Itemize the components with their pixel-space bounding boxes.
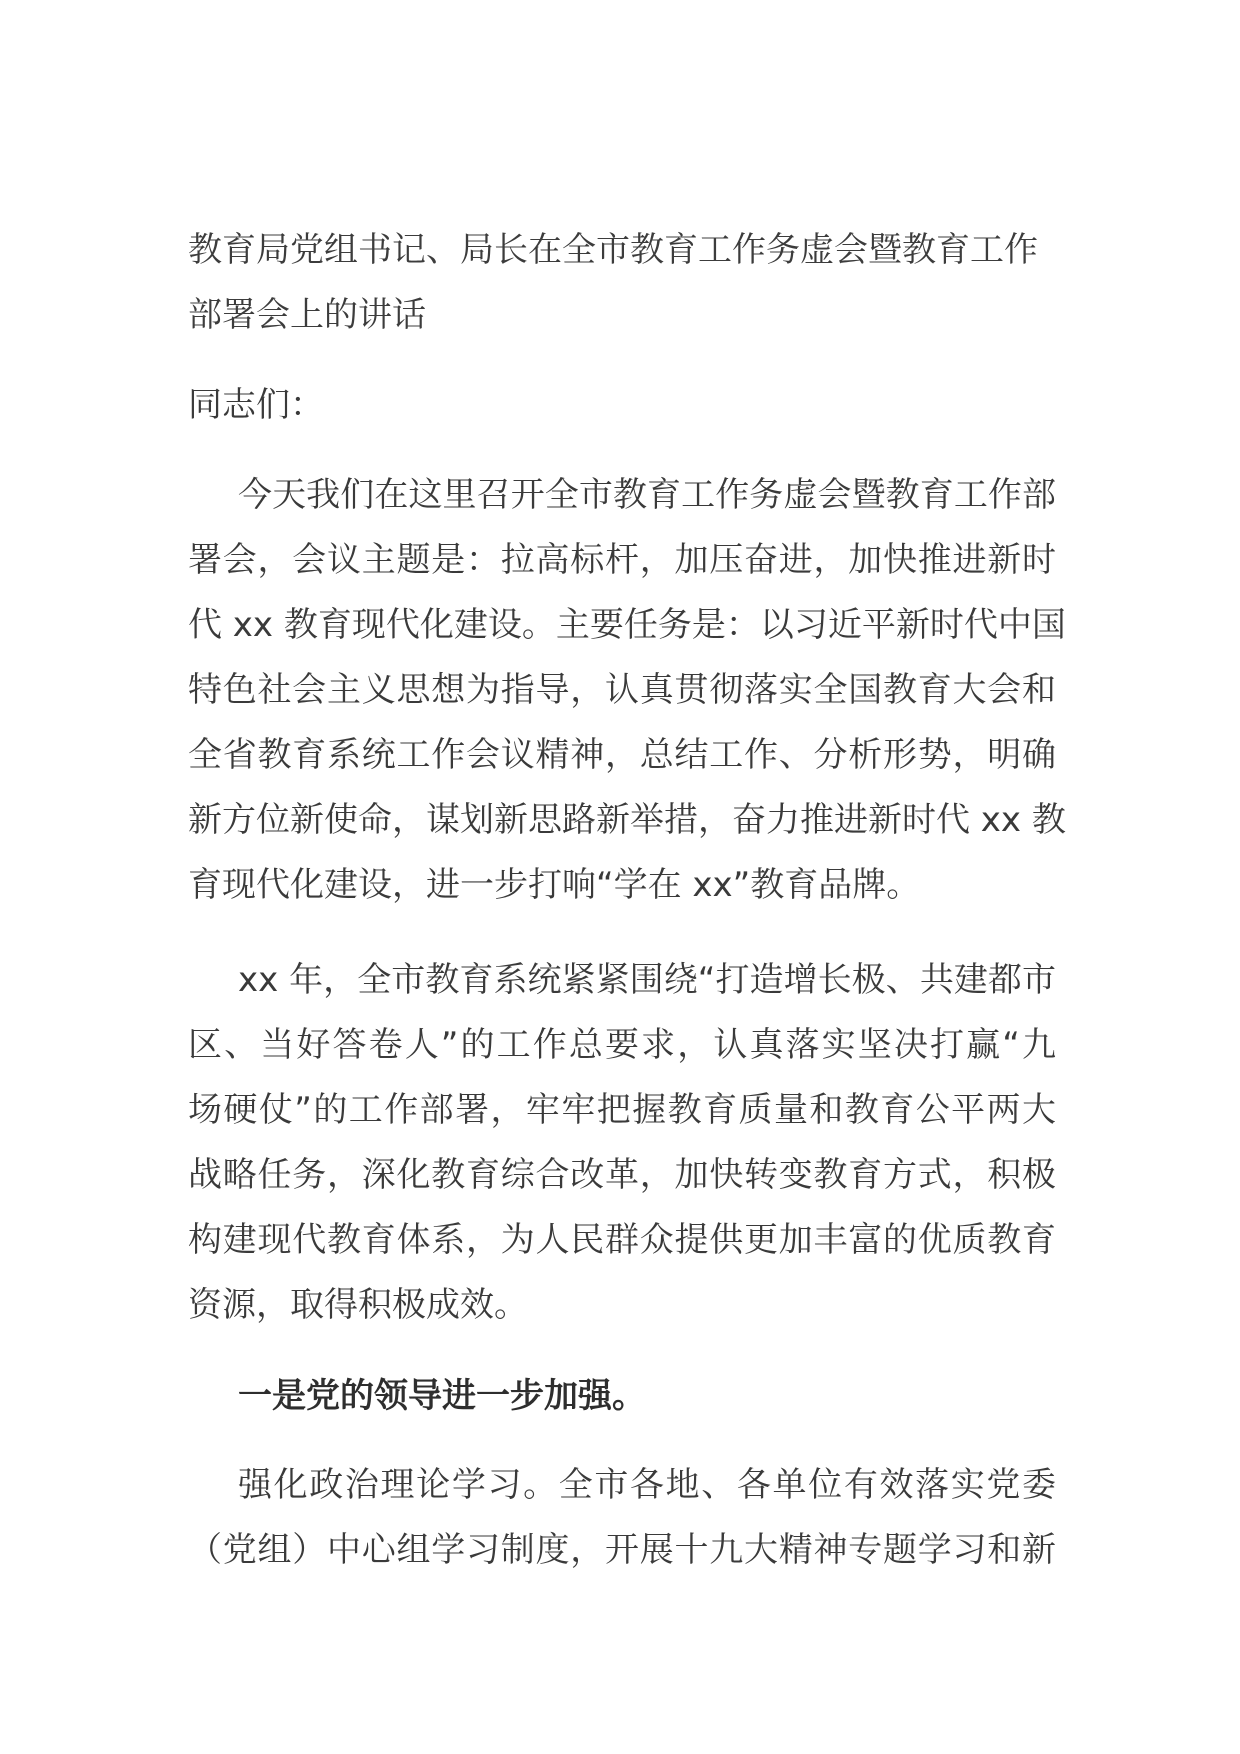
paragraph-line: 构建现代教育体系，为人民群众提供更加丰富的优质教育 xyxy=(188,1220,1056,1260)
paragraph-line: xx 年，全市教育系统紧紧围绕“打造增长极、共建都市 xyxy=(238,960,1056,1000)
paragraph-study xyxy=(188,1453,1056,1583)
document-title xyxy=(188,218,1056,348)
section-heading: 一是党的领导进一步加强。 xyxy=(238,1376,646,1416)
paragraph-line: 场硬仗”的工作部署，牢牢把握教育质量和教育公平两大 xyxy=(188,1090,1056,1130)
paragraph-line: 全省教育系统工作会议精神，总结工作、分析形势，明确 xyxy=(188,735,1056,775)
paragraph-line: 强化政治理论学习。全市各地、各单位有效落实党委 xyxy=(238,1465,1056,1505)
paragraph-line: 资源，取得积极成效。 xyxy=(188,1285,528,1325)
paragraph-line: 特色社会主义思想为指导，认真贯彻落实全国教育大会和 xyxy=(188,670,1056,710)
paragraph-line: 代 xx 教育现代化建设。主要任务是：以习近平新时代中国 xyxy=(188,605,1066,645)
paragraph-line: 今天我们在这里召开全市教育工作务虚会暨教育工作部 xyxy=(238,475,1056,515)
paragraph-line: 育现代化建设，进一步打响“学在 xx”教育品牌。 xyxy=(188,865,921,905)
paragraph-line: 新方位新使命，谋划新思路新举措，奋力推进新时代 xx 教 xyxy=(188,800,1066,840)
paragraph-line: 区、当好答卷人”的工作总要求，认真落实坚决打赢“九 xyxy=(188,1025,1056,1065)
paragraph-line: 署会，会议主题是：拉高标杆，加压奋进，加快推进新时 xyxy=(188,540,1056,580)
paragraph-review xyxy=(188,948,1056,1338)
paragraph-line: （党组）中心组学习制度，开展十九大精神专题学习和新 xyxy=(188,1530,1056,1570)
paragraph-opening xyxy=(188,463,1066,918)
salutation: 同志们： xyxy=(188,385,324,425)
title-line: 教育局党组书记、局长在全市教育工作务虚会暨教育工作 xyxy=(188,230,1038,270)
title-line: 部署会上的讲话 xyxy=(188,295,426,335)
paragraph-line: 战略任务，深化教育综合改革，加快转变教育方式，积极 xyxy=(188,1155,1056,1195)
